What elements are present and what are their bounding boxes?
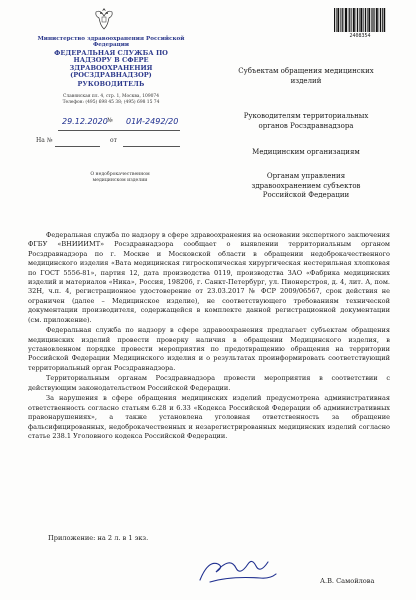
reference-date-label: от <box>110 137 117 144</box>
body-paragraph: За нарушения в сфере обращения медицинских изделий предусмотрена административная ответственность согласно статьям 6.28 и 6.33 «Кодекса Российской Федерации об административных правонарушениях», а также установлена уголовная ответственность за обращение фальсифицированных, недоброкачественных и незарегистрированных медицинских изделий согласно статье 238.1 Уголовного кодекса Российской Федерации. <box>28 394 390 441</box>
letter-subject: О недоброкачественном медицинском изделии <box>90 172 150 183</box>
body-paragraph: Федеральная служба по надзору в сфере здравоохранения предлагает субъектам обращения медицинских изделий провести проверку наличия в обращении Медицинского изделия, в установленном порядке провести мероприятия по предотвращению обращения на территории Российской Федерации Медицинского изделия и о результатах проинформировать соответствующий территориальный орган Росздравнадзора. <box>28 326 390 372</box>
phone-line: Телефон: (495) 698 45 38; (495) 698 15 74 <box>62 100 160 105</box>
signer-name: А.В. Самойлова <box>320 577 375 585</box>
registration-date: 29.12.2020 <box>62 117 108 126</box>
ministry-name: Министерство здравоохранения Российской Федерации <box>37 36 185 49</box>
number-label: № <box>107 117 113 124</box>
body-paragraph: Федеральная служба по надзору в сфере здравоохранения на основании экспертного заключения ФГБУ «ВНИИИМТ» Росздравнадзора сообщает о выявлении территориальным органом Росздравнадзора по г. Москве и Московской области в обращении недоброкачественного медицинского изделия «Вата медицинская гигроскопическая хирургическая нестерильная хлопковая по ГОСТ 5556-81», партия 12, дата производства 0119, производства ЗАО «Фабрика медицинских изделий и материалов «Ника», Россия, 198206, г. Санкт-Петербург, ул. Пионерстроя, д. 4, лит. А, пом. 32Н, ч.п. 4, регистрационное удостоверение от 23.03.2017 № ФСР 2009/06567, срок действия не ограничен (далее – Медицинское изделие), не соответствующего требованиям технической документации производителя, содержащейся в комплекте данной регистрационной документации (см. приложение). <box>28 231 390 324</box>
addressee-4: Органам управления здравоохранением субъектов Российской Федерации <box>251 172 361 200</box>
reference-number-underline <box>55 146 100 147</box>
registration-underline <box>58 130 180 131</box>
reference-number-label: На № <box>36 137 53 144</box>
registration-number: 01И-2492/20 <box>126 117 179 126</box>
registration-line <box>58 116 184 128</box>
attachment-note: Приложение: на 2 л. в 1 экз. <box>48 534 149 542</box>
letter-body <box>28 231 390 443</box>
addressee-3: Медицинским организациям <box>252 148 360 156</box>
barcode-number: 2408354 <box>349 33 371 39</box>
barcode-image <box>334 8 386 32</box>
body-paragraph: Территориальным органам Росздравнадзора провести мероприятия в соответствии с действующим законодательством Российской Федерации. <box>28 374 390 392</box>
address-line: Славянская пл. 4, стр. 1, Москва, 109074 <box>62 94 160 99</box>
reference-date-underline <box>123 146 180 147</box>
head-title: РУКОВОДИТЕЛЬ <box>77 80 145 88</box>
handwritten-signature <box>190 550 280 590</box>
address-block <box>36 94 186 106</box>
service-name: ФЕДЕРАЛЬНАЯ СЛУЖБА ПО НАДЗОРУ В СФЕРЕ ЗДРАВООХРАНЕНИЯ (РОСЗДРАВНАДЗОР) <box>54 49 168 80</box>
addressee-2: Руководителям территориальных органов Росздравнадзора <box>243 112 369 130</box>
addressee-1: Субъектам обращения медицинских изделий <box>238 67 374 85</box>
coat-of-arms-emblem <box>93 6 115 32</box>
